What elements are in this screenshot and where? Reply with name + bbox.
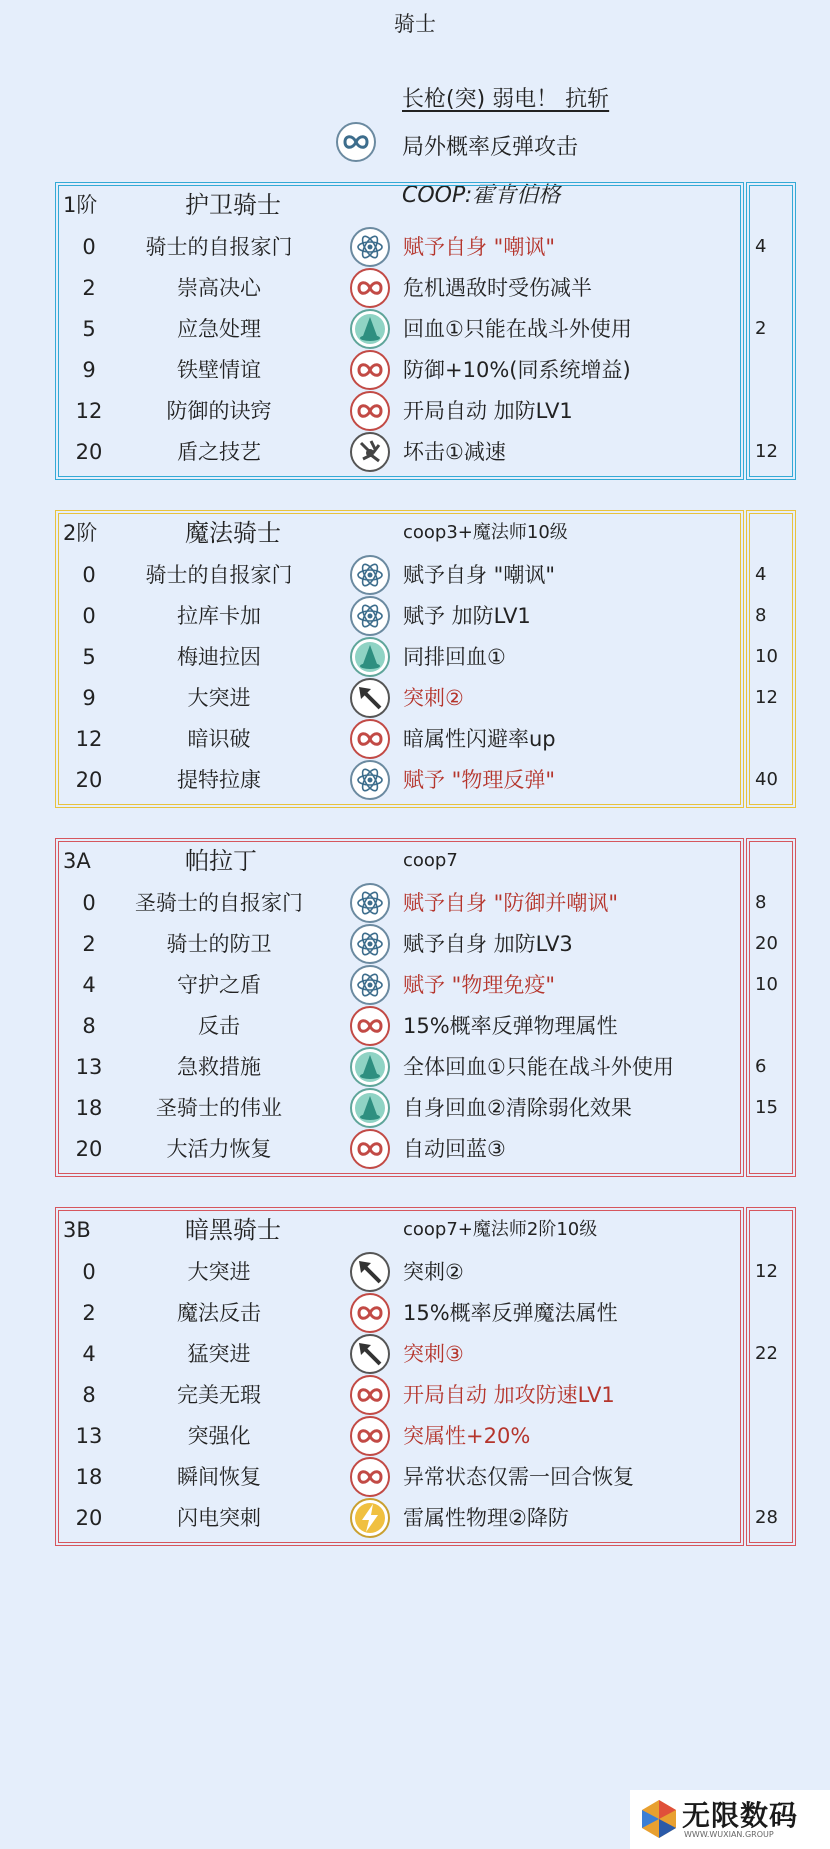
skill-description: 突刺③ — [403, 1342, 464, 1366]
watermark — [630, 1790, 830, 1849]
skill-cost: 28 — [755, 1507, 778, 1528]
skill-cost: 10 — [755, 646, 778, 667]
skill-description: 开局自动 加防LV1 — [403, 399, 573, 423]
skill-description: 赋予 加防LV1 — [403, 604, 531, 628]
section-header — [55, 1207, 796, 1253]
requirement: coop7 — [403, 850, 458, 871]
skill-description: 开局自动 加攻防速LV1 — [403, 1383, 615, 1407]
skill-description: 赋予自身 "嘲讽" — [403, 235, 555, 259]
skill-row — [55, 1044, 796, 1090]
skill-description: 异常状态仅需一回合恢复 — [403, 1465, 634, 1489]
skill-name: 大突进 — [187, 1260, 251, 1284]
skill-row — [55, 1003, 796, 1049]
skill-level: 8 — [82, 1383, 96, 1407]
bolt-icon — [349, 1497, 391, 1543]
skill-row — [55, 306, 796, 352]
skill-description: 同排回血① — [403, 645, 506, 669]
skill-row — [55, 1495, 796, 1541]
skill-description: 自身回血②清除弱化效果 — [403, 1096, 632, 1120]
class-name: 暗黑骑士 — [185, 1216, 281, 1244]
tier-label: 3B — [63, 1218, 91, 1242]
tier-label: 3A — [63, 849, 91, 873]
skill-name: 魔法反击 — [177, 1301, 261, 1325]
skill-level: 5 — [82, 645, 96, 669]
skill-name: 守护之盾 — [177, 973, 261, 997]
skill-description: 赋予自身 加防LV3 — [403, 932, 573, 956]
skill-cost: 15 — [755, 1097, 778, 1118]
skill-name: 大活力恢复 — [166, 1137, 272, 1161]
skill-description: 突刺② — [403, 686, 464, 710]
skill-name: 应急处理 — [177, 317, 261, 341]
skill-cost: 12 — [755, 441, 778, 462]
skill-level: 8 — [82, 1014, 96, 1038]
watermark-sub: WWW.WUXIAN.GROUP — [684, 1830, 774, 1839]
skill-level: 4 — [82, 973, 96, 997]
class-name: 帕拉丁 — [185, 847, 257, 875]
class-name: 魔法骑士 — [185, 519, 281, 547]
skill-row — [55, 265, 796, 311]
skill-description: 赋予 "物理免疫" — [403, 973, 555, 997]
skill-row — [55, 1372, 796, 1418]
skill-cost: 8 — [755, 605, 767, 626]
skill-row — [55, 921, 796, 967]
tier-label: 1阶 — [63, 193, 98, 217]
shield-break-icon — [349, 431, 391, 477]
skill-description: 雷属性物理②降防 — [403, 1506, 569, 1530]
skill-level: 20 — [75, 1137, 103, 1161]
skill-description: 暗属性闪避率up — [403, 727, 556, 751]
skill-level: 0 — [82, 235, 96, 259]
skill-name: 提特拉康 — [177, 768, 261, 792]
skill-description: 15%概率反弹魔法属性 — [403, 1301, 618, 1325]
skill-level: 9 — [82, 358, 96, 382]
skill-description: 回血①只能在战斗外使用 — [403, 317, 632, 341]
skill-row — [55, 552, 796, 598]
logo-icon — [640, 1798, 678, 1840]
skill-name: 突强化 — [187, 1424, 251, 1448]
skill-description: 突刺② — [403, 1260, 464, 1284]
skill-level: 0 — [82, 1260, 96, 1284]
skill-row — [55, 593, 796, 639]
skill-row — [55, 962, 796, 1008]
skill-level: 20 — [75, 768, 103, 792]
skill-name: 骑士的自报家门 — [145, 563, 293, 587]
skill-cost: 10 — [755, 974, 778, 995]
skill-level: 2 — [82, 932, 96, 956]
skill-row — [55, 1290, 796, 1336]
skill-description: 15%概率反弹物理属性 — [403, 1014, 618, 1038]
skill-row — [55, 1331, 796, 1377]
skill-level: 13 — [75, 1424, 103, 1448]
skill-level: 18 — [75, 1465, 103, 1489]
skill-cost: 22 — [755, 1343, 778, 1364]
class-name: 护卫骑士 — [185, 191, 281, 219]
skill-cost: 4 — [755, 236, 767, 257]
skill-row — [55, 880, 796, 926]
tier-section-3 — [55, 838, 796, 1177]
skill-name: 铁壁情谊 — [177, 358, 261, 382]
skill-description: 自动回蓝③ — [403, 1137, 506, 1161]
skill-level: 2 — [82, 1301, 96, 1325]
skill-row — [55, 429, 796, 475]
skill-name: 反击 — [198, 1014, 240, 1038]
skill-name: 盾之技艺 — [177, 440, 261, 464]
skill-row — [55, 757, 796, 803]
tier-label: 2阶 — [63, 521, 98, 545]
skill-description: 全体回血①只能在战斗外使用 — [403, 1055, 674, 1079]
skill-name: 骑士的防卫 — [166, 932, 272, 956]
requirement: coop3+魔法师10级 — [403, 522, 568, 543]
skill-level: 12 — [75, 399, 103, 423]
skill-name: 瞬间恢复 — [177, 1465, 261, 1489]
skill-row — [55, 347, 796, 393]
skill-row — [55, 388, 796, 434]
skill-name: 暗识破 — [187, 727, 251, 751]
skill-name: 猛突进 — [187, 1342, 251, 1366]
skill-cost: 20 — [755, 933, 778, 954]
skill-name: 大突进 — [187, 686, 251, 710]
skill-level: 0 — [82, 891, 96, 915]
skill-row — [55, 716, 796, 762]
skill-row — [55, 634, 796, 680]
skill-name: 急救措施 — [177, 1055, 261, 1079]
skill-description: 赋予自身 "防御并嘲讽" — [403, 891, 618, 915]
skill-level: 2 — [82, 276, 96, 300]
skill-row — [55, 224, 796, 270]
skill-row — [55, 675, 796, 721]
skill-name: 完美无瑕 — [177, 1383, 261, 1407]
skill-level: 20 — [75, 1506, 103, 1530]
coop-line: COOP:霍肯伯格 — [402, 183, 561, 208]
skill-description: 赋予自身 "嘲讽" — [403, 563, 555, 587]
skill-name: 梅迪拉因 — [177, 645, 261, 669]
skill-name: 崇高决心 — [177, 276, 261, 300]
skill-row — [55, 1126, 796, 1172]
skill-cost: 6 — [755, 1056, 767, 1077]
watermark-text: 无限数码 — [682, 1799, 799, 1832]
section-header — [55, 838, 796, 884]
skill-level: 18 — [75, 1096, 103, 1120]
skill-description: 突属性+20% — [403, 1424, 531, 1448]
infinity-icon — [349, 1128, 391, 1174]
skill-cost: 12 — [755, 687, 778, 708]
skill-name: 圣骑士的自报家门 — [135, 891, 303, 915]
skill-level: 0 — [82, 604, 96, 628]
skill-row — [55, 1454, 796, 1500]
section-header — [55, 182, 796, 228]
skill-cost: 40 — [755, 769, 778, 790]
passive-line: 局外概率反弹攻击 — [402, 135, 579, 160]
tier-section-2 — [55, 510, 796, 808]
skill-level: 9 — [82, 686, 96, 710]
skill-cost: 2 — [755, 318, 767, 339]
skill-row — [55, 1085, 796, 1131]
skill-description: 危机遇敌时受伤减半 — [403, 276, 592, 300]
skill-cost: 12 — [755, 1261, 778, 1282]
skill-name: 骑士的自报家门 — [145, 235, 293, 259]
header-infinity-icon — [335, 121, 377, 167]
skill-name: 闪电突刺 — [177, 1506, 261, 1530]
skill-name: 防御的诀窍 — [166, 399, 272, 423]
skill-level: 5 — [82, 317, 96, 341]
skill-description: 坏击①减速 — [403, 440, 506, 464]
skill-level: 4 — [82, 1342, 96, 1366]
page-title: 骑士 — [394, 12, 436, 36]
requirement: coop7+魔法师2阶10级 — [403, 1219, 598, 1240]
section-header — [55, 510, 796, 556]
skill-description: 赋予 "物理反弹" — [403, 768, 555, 792]
skill-row — [55, 1413, 796, 1459]
skill-cost: 8 — [755, 892, 767, 913]
skill-name: 拉库卡加 — [177, 604, 261, 628]
skill-level: 20 — [75, 440, 103, 464]
weapon-weakness-line: 长枪(突) 弱电！ 抗斩 — [402, 87, 610, 112]
skill-description: 防御+10%(同系统增益) — [403, 358, 631, 382]
skill-row — [55, 1249, 796, 1295]
skill-level: 0 — [82, 563, 96, 587]
tier-section-1 — [55, 182, 796, 480]
tier-section-4 — [55, 1207, 796, 1546]
atom-icon — [349, 759, 391, 805]
skill-level: 13 — [75, 1055, 103, 1079]
skill-level: 12 — [75, 727, 103, 751]
skill-name: 圣骑士的伟业 — [156, 1096, 282, 1120]
skill-cost: 4 — [755, 564, 767, 585]
